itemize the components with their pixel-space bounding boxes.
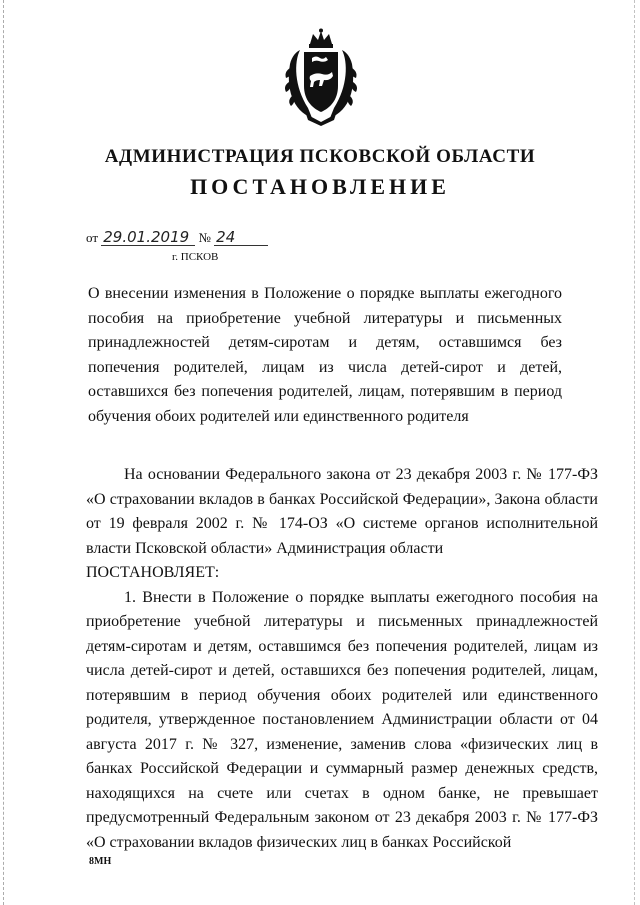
date-number-line (86, 229, 268, 246)
item-1-paragraph: 1. Внести в Положение о порядке выплаты ежегодного пособия на приобретение учебной литературы и письменных принадлежностей детям-сиротам и детям, оставшимся без попечения родителей, лицам из числа детей-сирот и детей, оставшихся без попечения родителей, лицам, потерявшим в период обучения обоих родителей или единственного родителя, утвержденное постановлением Администрации области от 04 августа 2017 г. № 327, изменение, заменив слова «физических лиц в банках Российской Федерации и суммарный размер денежных средств, находящихся на счете или счетах в одном банке, не превышает предусмотренный Федеральным законом от 23 декабря 2003 г. № 177-ФЗ «О страховании вкладов физических лиц в банках Российской (86, 588, 598, 851)
organization-title: АДМИНИСТРАЦИЯ ПСКОВСКОЙ ОБЛАСТИ (104, 146, 536, 167)
pskov-coat-of-arms-icon (282, 28, 360, 126)
preamble-paragraph: На основании Федерального закона от 23 декабря 2003 г. № 177-ФЗ «О страховании вкладов в банках Российской Федерации», Закона области от 19 февраля 2002 г. № 174-ОЗ «О системе органов исполнительной власти Псковской области» Администрация области (86, 466, 598, 557)
document-body (86, 463, 598, 855)
footer-code: 8МН (89, 856, 112, 867)
document-subject: О внесении изменения в Положение о порядке выплаты ежегодного пособия на приобретение учебной литературы и письменных принадлежностей детям-сиротам и детям, оставшимся без попечения родителей, лицам из числа детей-сирот и детей, оставшихся без попечения родителей, лицам, потерявшим в период обучения обоих родителей или единственного родителя (88, 285, 562, 425)
date-prefix: от (86, 230, 99, 245)
document-type-title: ПОСТАНОВЛЕНИЕ (190, 174, 450, 199)
scan-edge-left (3, 0, 5, 905)
date-value: 29.01.2019 (101, 229, 195, 246)
scan-edge-right (634, 0, 636, 905)
resolution-word: ПОСТАНОВЛЯЕТ: (86, 564, 220, 581)
number-prefix: № (198, 230, 211, 245)
city-label: г. ПСКОВ (172, 251, 219, 263)
number-value: 24 (214, 229, 268, 246)
